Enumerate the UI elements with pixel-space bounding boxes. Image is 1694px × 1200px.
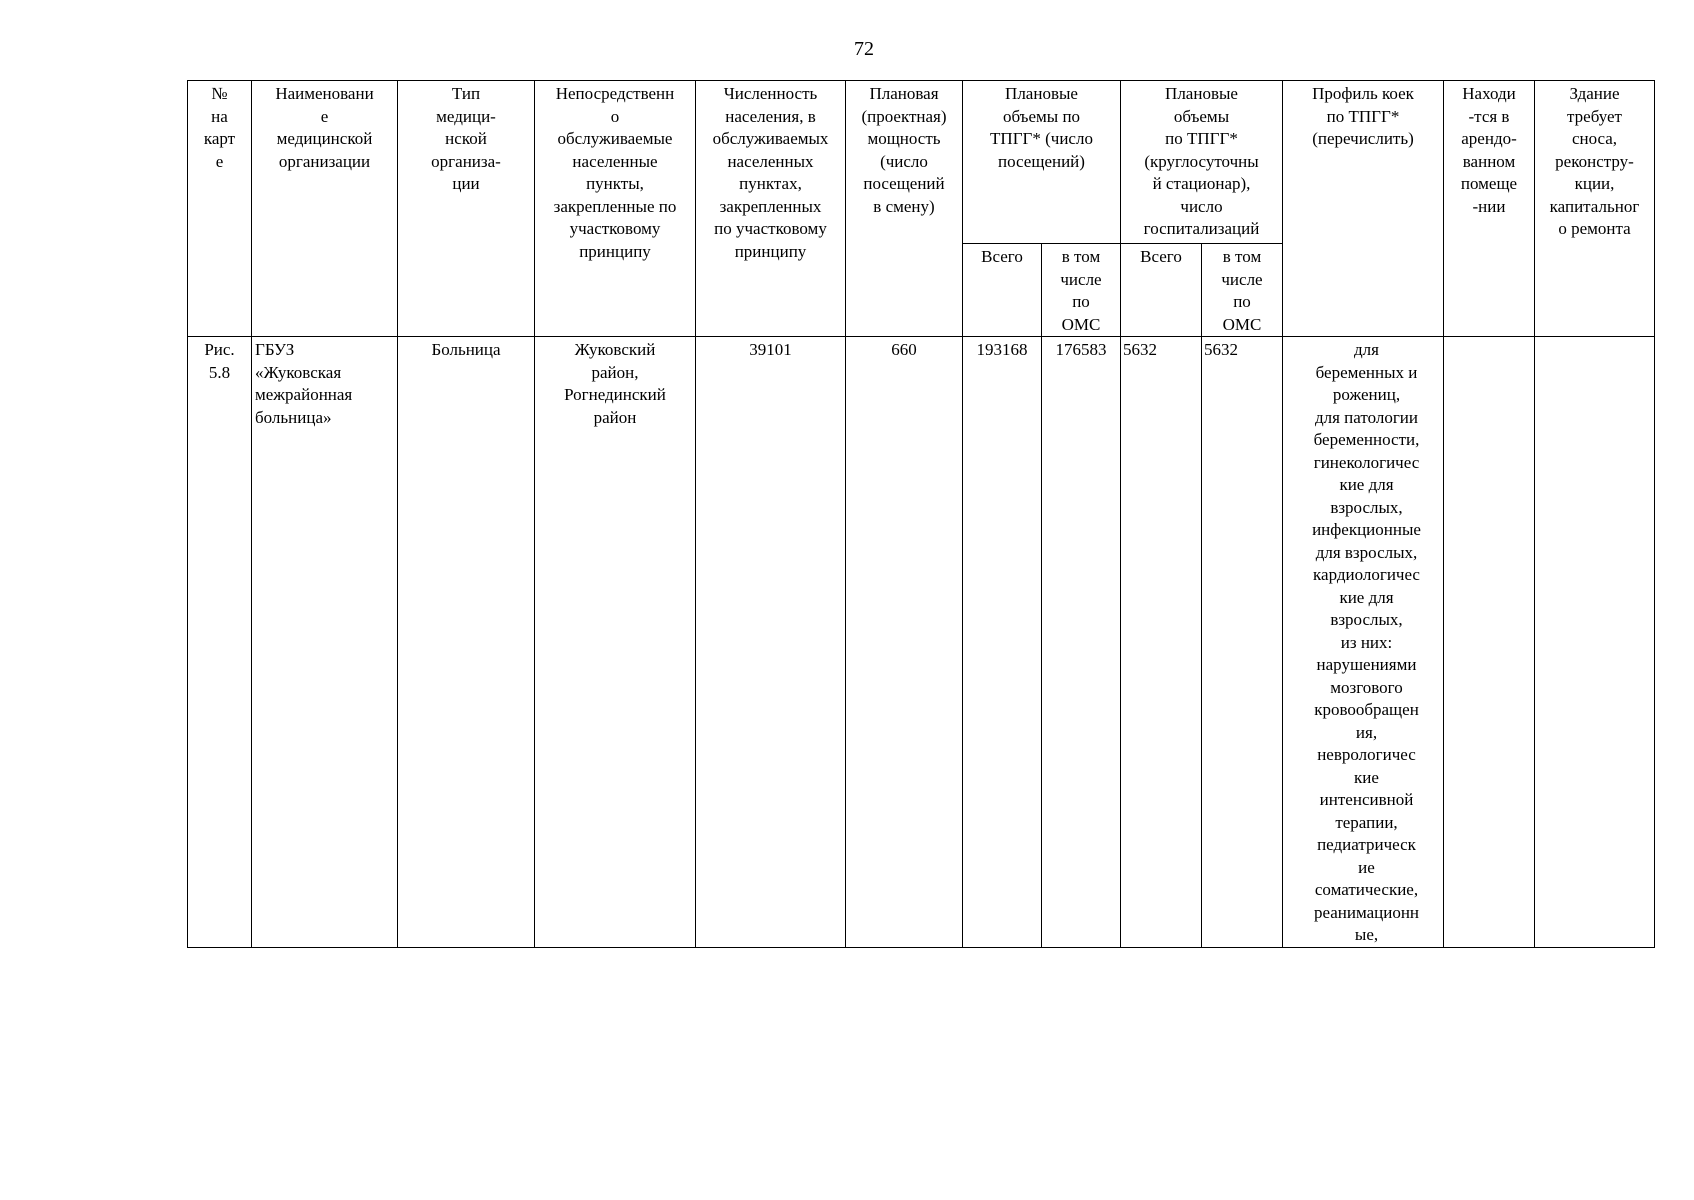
cell-rented [1444, 337, 1535, 948]
cell-served: Жуковский район, Рогнединский район [535, 337, 696, 948]
cell-visits-total: 193168 [963, 337, 1042, 948]
header-name: Наименовани е медицинской организации [252, 81, 398, 337]
header-capacity: Плановая (проектная) мощность (число посещений в смену) [846, 81, 963, 337]
header-no: № на карт е [188, 81, 252, 337]
header-type: Тип медици- нской организа- ции [398, 81, 535, 337]
header-profile: Профиль коек по ТПГГ* (перечислить) [1283, 81, 1444, 337]
header-rented: Находи -тся в арендо- ванном помеще -нии [1444, 81, 1535, 337]
table-row [188, 337, 1655, 948]
header-visits-total: Всего [963, 244, 1042, 337]
header-visits-oms: в том числе по ОМС [1042, 244, 1121, 337]
header-served: Непосредственн о обслуживаемые населенные пункты, закрепленные по участковому принципу [535, 81, 696, 337]
medical-organizations-table [187, 80, 1655, 948]
cell-type: Больница [398, 337, 535, 948]
header-hosp-total: Всего [1121, 244, 1202, 337]
table-header-row [188, 81, 1655, 244]
header-population: Численность населения, в обслуживаемых населенных пунктах, закрепленных по участковому принципу [696, 81, 846, 337]
cell-hosp-oms: 5632 [1202, 337, 1283, 948]
header-hosp-oms: в том числе по ОМС [1202, 244, 1283, 337]
header-visits: Плановые объемы по ТПГГ* (число посещений) [963, 81, 1121, 244]
cell-hosp-total: 5632 [1121, 337, 1202, 948]
cell-capacity: 660 [846, 337, 963, 948]
cell-name: ГБУЗ «Жуковская межрайонная больница» [252, 337, 398, 948]
page-number: 72 [854, 38, 874, 60]
header-hospital: Плановые объемы по ТПГГ* (круглосуточны й стационар), число госпитализаций [1121, 81, 1283, 244]
header-building: Здание требует сноса, реконстру- кции, капитальног о ремонта [1535, 81, 1655, 337]
cell-visits-oms: 176583 [1042, 337, 1121, 948]
cell-no: Рис. 5.8 [188, 337, 252, 948]
cell-population: 39101 [696, 337, 846, 948]
cell-building [1535, 337, 1655, 948]
cell-profile: для беременных и рожениц, для патологии беременности, гинекологичес кие для взрослых, инфекционные для взрослых, кардиологичес кие для взрослых, из них: нарушениями мозгового кровообращен ия, неврологичес кие интенсивной терапии, педиатрическ ие соматические, реанимационн ые, [1283, 337, 1444, 948]
